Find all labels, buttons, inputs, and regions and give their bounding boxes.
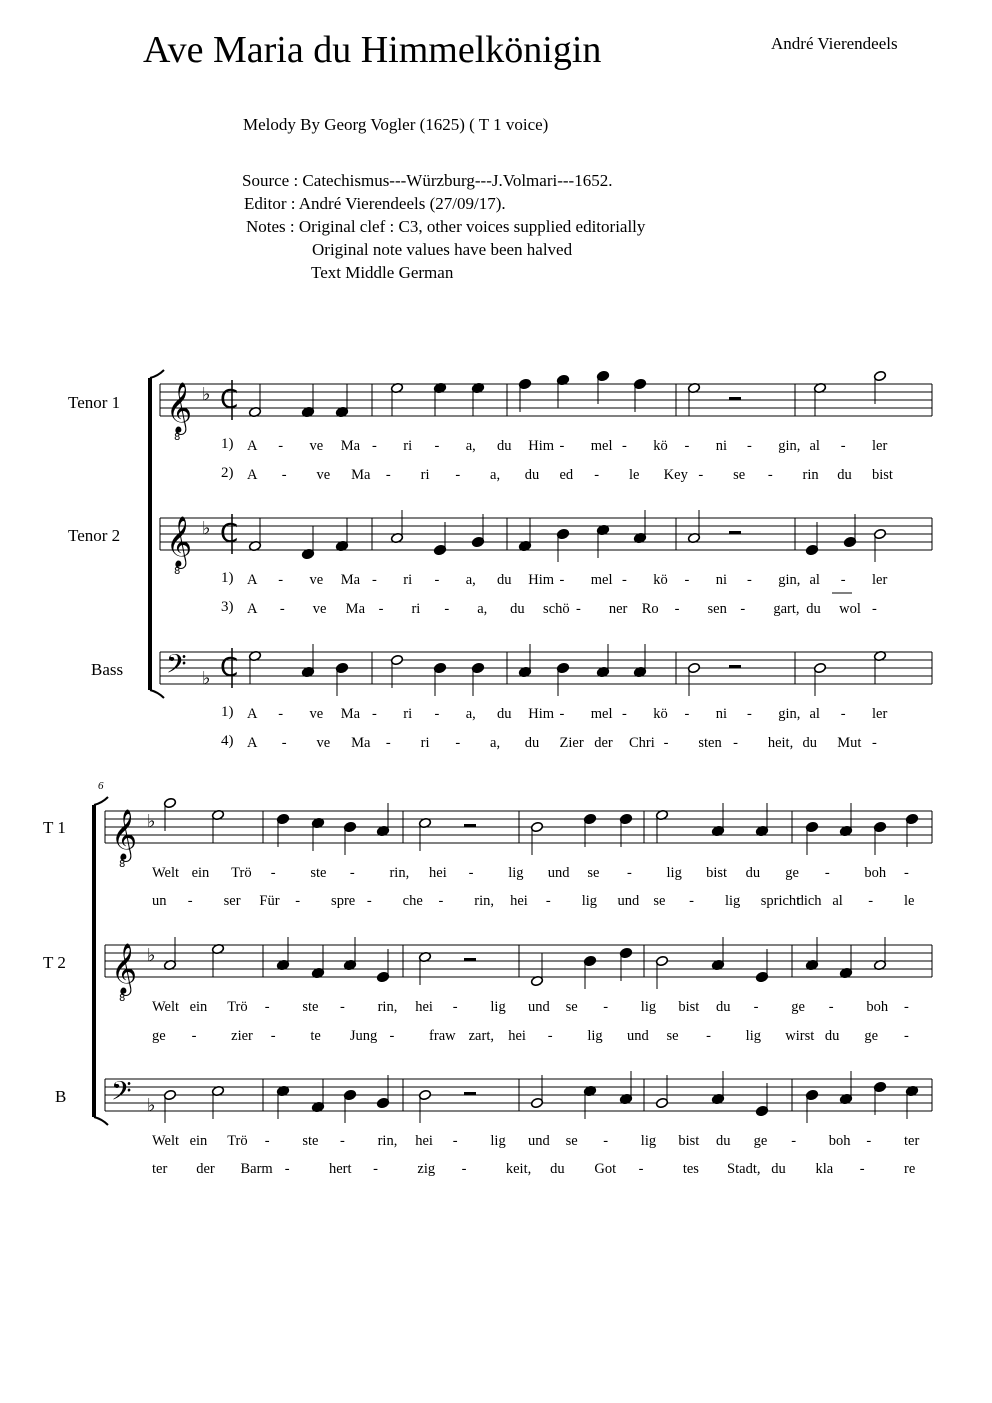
lyric-syllable: - <box>187 893 193 909</box>
lyric-syllable: - <box>840 706 846 722</box>
lyric-syllable: ter <box>904 1133 920 1149</box>
lyric-syllable: ve <box>312 601 327 617</box>
lyric-syllable: der <box>196 1161 215 1177</box>
lyric-syllable: kö <box>653 706 668 722</box>
lyric-syllable: Ma <box>340 706 361 722</box>
lyric-syllable: der <box>594 735 613 751</box>
lyric-syllable: - <box>559 572 565 588</box>
lyric-syllable: ein <box>189 1133 208 1149</box>
key-flat: ♭ <box>147 1095 156 1116</box>
lyric-syllable: du <box>497 572 512 588</box>
lyric-syllable: - <box>622 572 627 588</box>
lyric-syllable: A <box>247 735 258 751</box>
lyric-syllable: wol <box>839 601 861 617</box>
lyric-syllable: - <box>349 865 355 881</box>
lyric-syllable: rin, <box>474 893 495 909</box>
source-info: Source : Catechismus---Würzburg---J.Volmari---1652. <box>242 171 613 190</box>
lyric-syllable: hei <box>415 1133 433 1149</box>
key-flat: ♭ <box>147 811 156 832</box>
lyric-syllable: hei <box>510 893 528 909</box>
lyric-syllable: ge <box>785 865 799 881</box>
lyric-syllable: Ma <box>345 601 366 617</box>
lyric-syllable: ser <box>223 893 241 909</box>
lyric-syllable: kla <box>815 1161 834 1177</box>
lyric-syllable: - <box>434 438 440 454</box>
lyric-syllable: - <box>698 467 704 483</box>
lyric-syllable: ve <box>316 735 331 751</box>
part-name-tenor2: Tenor 2 <box>68 526 121 545</box>
half-rest <box>464 824 476 827</box>
lyric-syllable: lig <box>508 865 524 881</box>
treble-clef: 𝄞 <box>111 809 138 860</box>
lyric-syllable: gart, <box>773 601 800 617</box>
octave-eight: 8 <box>174 432 181 443</box>
half-rest <box>729 397 741 400</box>
lyric-syllable: ler <box>872 706 888 722</box>
lyric-syllable: ve <box>316 467 331 483</box>
lyric-syllable: schö <box>543 601 570 617</box>
lyric-syllable: - <box>372 572 377 588</box>
lyric-syllable: Welt <box>152 865 180 881</box>
lyric-syllable: - <box>603 1133 609 1149</box>
lyric-syllable: - <box>904 865 909 881</box>
lyric-syllable: Zier <box>559 735 584 751</box>
part-short-tenor2: T 2 <box>43 953 66 972</box>
part-short-tenor1: T 1 <box>43 818 66 837</box>
lyric-syllable: Ro <box>641 601 659 617</box>
lyric-syllable: - <box>295 893 301 909</box>
lyric-syllable: Welt <box>152 1133 180 1149</box>
lyric-syllable: - <box>559 438 565 454</box>
lyric-syllable: Für <box>259 893 280 909</box>
lyric-syllable: lig <box>745 1028 761 1044</box>
lyric-syllable: se <box>565 1133 578 1149</box>
page-title: Ave Maria du Himmelkönigin <box>143 29 602 71</box>
lyric-syllable: - <box>872 601 877 617</box>
part-name-bass: Bass <box>91 660 124 679</box>
octave-eight: 8 <box>174 566 181 577</box>
lyric-syllable: lig <box>724 893 741 909</box>
bracket-hook <box>94 797 108 805</box>
lyric-syllable: Barm <box>240 1161 273 1177</box>
lyric-syllable: - <box>461 1161 467 1177</box>
notes-info-2: Original note values have been halved <box>312 240 573 259</box>
lyric-syllable: gin, <box>778 706 801 722</box>
lyric-syllable: hert <box>328 1161 352 1177</box>
lyric-syllable: - <box>575 601 581 617</box>
lyric-syllable: tes <box>682 1161 699 1177</box>
lyric-syllable: du <box>806 601 821 617</box>
verse-number: 4) <box>221 733 234 749</box>
lyric-syllable: - <box>455 467 461 483</box>
lyric-syllable: du <box>802 735 818 751</box>
lyric-syllable: lig <box>587 1028 603 1044</box>
lyric-syllable: - <box>278 572 284 588</box>
lyric-syllable: - <box>904 999 909 1015</box>
lyric-syllable: a, <box>465 572 476 588</box>
lyric-syllable: mel <box>590 438 613 454</box>
lyric-syllable: a, <box>477 601 488 617</box>
notes-info-1: Notes : Original clef : C3, other voices supplied editorially <box>246 217 646 236</box>
lyric-syllable: - <box>689 893 694 909</box>
lyric-syllable: du <box>716 999 731 1015</box>
lyric-syllable: a, <box>465 706 476 722</box>
lyric-syllable: boh <box>866 999 889 1015</box>
lyric-syllable: ri <box>403 438 413 454</box>
lyric-syllable: - <box>284 1161 290 1177</box>
part-name-tenor1: Tenor 1 <box>68 393 121 412</box>
key-flat: ♭ <box>202 384 211 405</box>
lyric-syllable: rin, <box>377 1133 398 1149</box>
lyric-syllable: Trö <box>227 1133 248 1149</box>
lyric-syllable: heit, <box>767 735 794 751</box>
lyric-syllable: du <box>824 1028 840 1044</box>
lyric-syllable: kö <box>653 572 668 588</box>
lyric-syllable: und <box>617 893 640 909</box>
lyric-syllable: sten <box>698 735 722 751</box>
lyric-syllable: du <box>497 438 512 454</box>
lyric-syllable: ri <box>420 735 430 751</box>
lyric-syllable: - <box>859 1161 865 1177</box>
lyric-syllable: - <box>389 1028 395 1044</box>
half-rest <box>464 1092 476 1095</box>
lyric-syllable: se <box>653 893 666 909</box>
lyric-syllable: Chri <box>628 735 655 751</box>
lyric-syllable: - <box>638 1161 644 1177</box>
lyric-syllable: - <box>828 999 834 1015</box>
lyric-syllable: ve <box>309 706 324 722</box>
lyric-syllable: ni <box>715 572 728 588</box>
lyric-syllable: al <box>809 438 820 454</box>
lyric-syllable: ge <box>753 1133 768 1149</box>
lyric-syllable: du <box>745 865 761 881</box>
treble-clef: 𝄞 <box>111 943 138 994</box>
lyric-syllable: lig <box>490 999 506 1015</box>
lyric-syllable: du <box>497 706 512 722</box>
lyric-syllable: - <box>468 865 474 881</box>
lyric-syllable: Mut <box>837 735 862 751</box>
lyric-syllable: - <box>438 893 444 909</box>
lyric-syllable: Him <box>528 572 555 588</box>
lyric-syllable: Got <box>594 1161 617 1177</box>
lyric-syllable: gin, <box>778 572 801 588</box>
lyric-syllable: se <box>565 999 578 1015</box>
lyric-syllable: ste <box>302 999 319 1015</box>
lyric-syllable: ste <box>310 865 327 881</box>
lyric-syllable: - <box>373 1161 379 1177</box>
lyric-syllable: ter <box>152 1161 168 1177</box>
lyric-syllable: ri <box>411 601 421 617</box>
lyric-syllable: - <box>747 572 752 588</box>
lyric-syllable: ri <box>420 467 430 483</box>
lyric-syllable: rin <box>802 467 819 483</box>
editor-info: Editor : André Vierendeels (27/09/17). <box>244 194 506 213</box>
lyric-syllable: A <box>247 467 258 483</box>
lyric-syllable: - <box>278 438 284 454</box>
half-rest <box>464 958 476 961</box>
lyric-syllable: le <box>904 893 915 909</box>
lyric-syllable: - <box>385 735 391 751</box>
lyric-syllable: du <box>550 1161 565 1177</box>
lyric-syllable: le <box>628 467 640 483</box>
lyric-syllable: ri <box>403 572 413 588</box>
lyric-syllable: - <box>733 735 738 751</box>
key-flat: ♭ <box>202 668 211 689</box>
lyric-syllable: - <box>866 1133 872 1149</box>
key-flat: ♭ <box>147 945 156 966</box>
lyric-syllable: al <box>809 706 820 722</box>
lyric-syllable: - <box>840 438 846 454</box>
lyric-syllable: lig <box>490 1133 506 1149</box>
lyric-syllable: und <box>626 1028 649 1044</box>
lyric-syllable: - <box>684 706 690 722</box>
lyric-syllable: re <box>904 1161 916 1177</box>
lyric-syllable: - <box>270 865 276 881</box>
lyric-syllable: - <box>840 572 846 588</box>
lyric-syllable: - <box>264 999 270 1015</box>
lyric-syllable: boh <box>864 865 887 881</box>
verse-number: 1) <box>221 704 234 720</box>
lyric-syllable: a, <box>490 467 501 483</box>
lyric-syllable: hei <box>508 1028 526 1044</box>
lyric-syllable: du <box>771 1161 786 1177</box>
lyric-syllable: A <box>247 438 258 454</box>
verse-number: 1) <box>221 436 234 452</box>
lyric-syllable: - <box>626 865 632 881</box>
lyric-syllable: A <box>247 601 258 617</box>
lyric-syllable: ler <box>872 438 888 454</box>
lyric-syllable: - <box>747 438 752 454</box>
lyric-syllable: ler <box>872 572 888 588</box>
lyric-syllable: ni <box>715 706 728 722</box>
lyric-syllable: ni <box>715 438 728 454</box>
lyric-syllable: - <box>547 1028 553 1044</box>
lyric-syllable: Him <box>528 706 555 722</box>
lyric-syllable: - <box>264 1133 270 1149</box>
lyric-syllable: - <box>740 601 746 617</box>
lyric-syllable: mel <box>590 706 613 722</box>
lyric-syllable: rin, <box>377 999 398 1015</box>
lyric-syllable: gin, <box>778 438 801 454</box>
lyric-syllable: Ma <box>351 467 371 483</box>
lyric-syllable: - <box>753 999 759 1015</box>
lyric-syllable: wirst <box>785 1028 815 1044</box>
lyric-syllable: - <box>904 1028 909 1044</box>
lyric-syllable: se <box>666 1028 679 1044</box>
melody-info: Melody By Georg Vogler (1625) ( T 1 voice) <box>243 115 549 134</box>
lyric-syllable: te <box>310 1028 321 1044</box>
lyric-syllable: A <box>247 706 258 722</box>
bass-clef: 𝄢 <box>166 648 187 686</box>
lyric-syllable: - <box>706 1028 711 1044</box>
lyric-syllable: lig <box>581 893 598 909</box>
lyric-syllable: und <box>528 999 550 1015</box>
lyric-syllable: ein <box>191 865 210 881</box>
lyric-syllable: ge <box>864 1028 879 1044</box>
lyric-syllable: - <box>279 601 285 617</box>
lyric-syllable: - <box>791 1133 797 1149</box>
lyric-syllable: - <box>452 999 458 1015</box>
lyric-syllable: al <box>832 893 843 909</box>
part-short-bass: B <box>55 1087 67 1106</box>
bracket-hook <box>150 690 164 698</box>
lyric-syllable: - <box>559 706 565 722</box>
lyric-syllable: - <box>674 601 680 617</box>
lyric-syllable: Ma <box>351 735 371 751</box>
lyric-syllable: - <box>434 572 440 588</box>
lyric-syllable: bist <box>678 999 700 1015</box>
lyric-syllable: un <box>152 893 167 909</box>
treble-clef: 𝄞 <box>166 382 193 433</box>
lyric-syllable: - <box>385 467 391 483</box>
lyric-syllable: ri <box>403 706 413 722</box>
lyric-syllable: che <box>402 893 423 909</box>
lyric-syllable: - <box>452 1133 458 1149</box>
lyric-syllable: - <box>444 601 450 617</box>
lyric-syllable: Key <box>663 467 688 483</box>
lyric-syllable: spre <box>331 893 356 909</box>
lyric-syllable: - <box>684 572 690 588</box>
lyric-syllable: ge <box>152 1028 166 1044</box>
lyric-syllable: kö <box>653 438 668 454</box>
lyric-syllable: hei <box>415 999 433 1015</box>
lyric-syllable: Trö <box>227 999 248 1015</box>
lyric-syllable: - <box>824 865 830 881</box>
lyric-syllable: Trö <box>231 865 252 881</box>
lyric-syllable: A <box>247 572 258 588</box>
lyric-syllable: - <box>663 735 669 751</box>
lyric-syllable: - <box>684 438 690 454</box>
lyric-syllable: al <box>809 572 820 588</box>
lyric-syllable: - <box>622 438 627 454</box>
lyric-syllable: du <box>510 601 525 617</box>
lyric-syllable: Him <box>528 438 555 454</box>
half-rest <box>729 531 741 534</box>
lyric-syllable: ve <box>309 438 324 454</box>
lyric-syllable: - <box>270 1028 276 1044</box>
measure-number: 6 <box>98 780 104 792</box>
lyric-syllable: Ma <box>340 572 361 588</box>
time-signature: C <box>220 385 239 415</box>
time-signature: C <box>220 653 239 683</box>
verse-number: 1) <box>221 570 234 586</box>
bass-clef: 𝄢 <box>111 1075 132 1113</box>
lyric-syllable: - <box>281 735 287 751</box>
lyric-syllable: - <box>767 467 773 483</box>
lyric-syllable: ge <box>791 999 805 1015</box>
lyric-syllable: - <box>372 438 377 454</box>
lyric-syllable: ein <box>189 999 208 1015</box>
lyric-syllable: du <box>524 467 540 483</box>
bracket-hook <box>150 370 164 378</box>
lyric-syllable: - <box>372 706 377 722</box>
lyric-syllable: Ma <box>340 438 361 454</box>
lyric-syllable: - <box>594 467 600 483</box>
lyric-syllable: lig <box>640 999 657 1015</box>
lyric-syllable: a, <box>490 735 501 751</box>
lyric-syllable: bist <box>872 467 893 483</box>
key-flat: ♭ <box>202 518 211 539</box>
lyric-syllable: boh <box>828 1133 851 1149</box>
lyric-syllable: se <box>587 865 600 881</box>
lyric-syllable: - <box>603 999 609 1015</box>
lyric-syllable: ner <box>608 601 628 617</box>
lyric-syllable: bist <box>678 1133 700 1149</box>
lyric-syllable: - <box>872 735 877 751</box>
lyric-syllable: Jung <box>349 1028 378 1044</box>
lyric-syllable: - <box>378 601 384 617</box>
octave-eight: 8 <box>119 859 126 870</box>
lyric-syllable: ste <box>302 1133 319 1149</box>
lyric-syllable: du <box>716 1133 731 1149</box>
lyric-syllable: fraw <box>429 1028 456 1044</box>
lyric-syllable: - <box>191 1028 197 1044</box>
lyric-syllable: - <box>622 706 627 722</box>
half-rest <box>729 665 741 668</box>
lyric-syllable: mel <box>590 572 613 588</box>
treble-clef: 𝄞 <box>166 516 193 567</box>
lyric-syllable: lig <box>666 865 682 881</box>
lyric-syllable: Stadt, <box>727 1161 761 1177</box>
lyric-syllable: hei <box>429 865 447 881</box>
lyric-syllable: - <box>340 999 345 1015</box>
verse-number: 2) <box>221 465 234 481</box>
lyric-syllable: ed <box>559 467 574 483</box>
lyric-syllable: du <box>837 467 852 483</box>
lyric-syllable: se <box>733 467 746 483</box>
lyric-syllable: - <box>545 893 551 909</box>
lyric-syllable: und <box>528 1133 550 1149</box>
lyric-syllable: zig <box>417 1161 436 1177</box>
lyric-syllable: du <box>524 735 540 751</box>
lyric-syllable: a, <box>465 438 476 454</box>
notes-info-3: Text Middle German <box>311 263 454 282</box>
time-signature: C <box>220 519 239 549</box>
lyric-syllable: ve <box>309 572 324 588</box>
lyric-syllable: - <box>366 893 372 909</box>
lyric-syllable: zart, <box>468 1028 494 1044</box>
lyric-syllable: dich <box>796 893 822 909</box>
lyric-syllable: - <box>434 706 440 722</box>
lyric-syllable: keit, <box>505 1161 532 1177</box>
lyric-syllable: und <box>547 865 570 881</box>
lyric-syllable: Welt <box>152 999 180 1015</box>
lyric-syllable: - <box>340 1133 345 1149</box>
octave-eight: 8 <box>119 993 126 1004</box>
lyric-syllable: - <box>455 735 461 751</box>
lyric-syllable: - <box>747 706 752 722</box>
lyric-syllable: sen <box>707 601 727 617</box>
verse-number: 3) <box>221 599 234 615</box>
lyric-syllable: bist <box>706 865 728 881</box>
lyric-syllable: rin, <box>389 865 410 881</box>
lyric-syllable: - <box>281 467 287 483</box>
bracket-hook <box>94 1117 108 1125</box>
lyric-syllable: - <box>278 706 284 722</box>
composer-name: André Vierendeels <box>771 34 898 53</box>
lyric-syllable: spricht <box>760 893 801 909</box>
lyric-syllable: lig <box>640 1133 657 1149</box>
lyric-syllable: zier <box>231 1028 253 1044</box>
lyric-syllable: - <box>868 893 874 909</box>
